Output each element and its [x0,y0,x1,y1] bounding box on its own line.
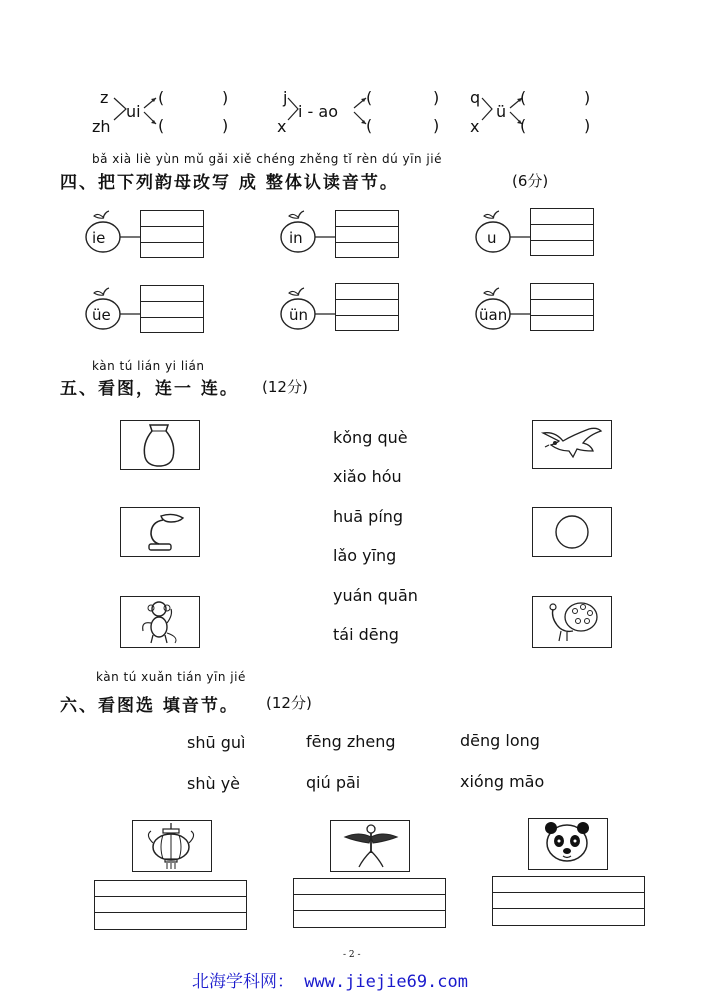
panda-picture [528,818,608,870]
section4-score: (6分) [512,172,549,190]
initial-x: x [277,117,287,136]
eagle-icon [533,421,611,468]
section6-heading: 六、看图选 填音节。 [60,696,239,716]
word-tai-deng: tái dēng [333,625,399,644]
apple-label-uan: üan [479,306,508,324]
apple-label-ue: üe [92,306,111,324]
blank-close: ) [433,116,440,135]
panda-icon [529,819,607,869]
blank-open: ( [520,116,527,135]
peacock-picture [532,596,612,648]
answer-box-ie[interactable] [140,210,204,258]
kite-picture [330,820,410,872]
option-shu-ye: shù yè [187,774,241,793]
section4-heading: 四、把下列韵母改写 成 整体认读音节。 [60,173,399,193]
initial-z: z [100,88,109,107]
blank-close: ) [584,88,591,107]
apple-icon [279,210,335,256]
answer-box-ue[interactable] [140,285,204,333]
option-shu-gui: shū guì [187,733,246,752]
section4-pinyin: bǎ xià liè yùn mǔ gǎi xiě chéng zhěng tǐ rèn dú yīn jié [92,152,442,166]
peacock-icon [533,597,611,647]
writing-box-lantern[interactable] [94,880,247,930]
kite-icon [331,821,409,871]
answer-box-uan[interactable] [530,283,594,331]
section6-pinyin: kàn tú xuǎn tián yīn jié [96,670,246,684]
option-qiu-pai: qiú pāi [306,773,361,792]
initial-j: j [283,88,288,107]
page-number: - 2 - [343,950,361,960]
monkey-picture [120,596,200,648]
vase-picture [120,420,200,470]
blank-open: ( [158,88,165,107]
final-i-ao: i - ao [298,102,338,121]
connector-lines-2 [286,94,376,134]
eagle-picture [532,420,612,469]
section5-pinyin: kàn tú lián yi lián [92,359,205,373]
footer-website: 北海学科网： www.jiejie69.com [192,972,468,992]
blank-close: ) [433,88,440,107]
apple-label-u: u [487,229,497,247]
blank-close: ) [222,88,229,107]
blank-open: ( [366,116,373,135]
section5-heading: 五、看图，连一 连。 [60,379,239,399]
answer-box-u[interactable] [530,208,594,256]
apple-label-un: ün [289,306,309,324]
lantern-icon [133,821,211,871]
word-hua-ping: huā píng [333,507,404,526]
circle-picture [532,507,612,557]
apple-label-ie: ie [92,229,106,247]
blank-open: ( [520,88,527,107]
section6-score: (12分) [266,694,312,712]
word-yuan-quan: yuán quān [333,586,418,605]
final-u-umlaut: ü [496,102,507,121]
blank-close: ) [222,116,229,135]
final-ui: ui [126,102,141,121]
circle-icon [533,508,611,556]
option-deng-long: dēng long [460,731,540,750]
writing-box-panda[interactable] [492,876,645,926]
blank-open: ( [158,116,165,135]
word-xiao-hou: xiǎo hóu [333,467,402,486]
word-kong-que: kǒng què [333,428,408,447]
answer-box-in[interactable] [335,210,399,258]
desk-lamp-icon [121,508,199,556]
option-xiong-mao: xióng māo [460,772,545,791]
writing-box-kite[interactable] [293,878,446,928]
vase-icon [121,421,199,469]
answer-box-un[interactable] [335,283,399,331]
lamp-picture [120,507,200,557]
initial-q: q [470,88,481,107]
initial-zh: zh [92,117,111,136]
initial-x: x [470,117,480,136]
option-feng-zheng: fēng zheng [306,732,396,751]
monkey-icon [121,597,199,647]
apple-label-in: in [289,229,303,247]
word-lao-ying: lǎo yīng [333,546,397,565]
lantern-picture [132,820,212,872]
blank-open: ( [366,88,373,107]
apple-icon [474,210,530,256]
section5-score: (12分) [262,378,308,396]
blank-close: ) [584,116,591,135]
connector-lines-1 [110,94,165,135]
